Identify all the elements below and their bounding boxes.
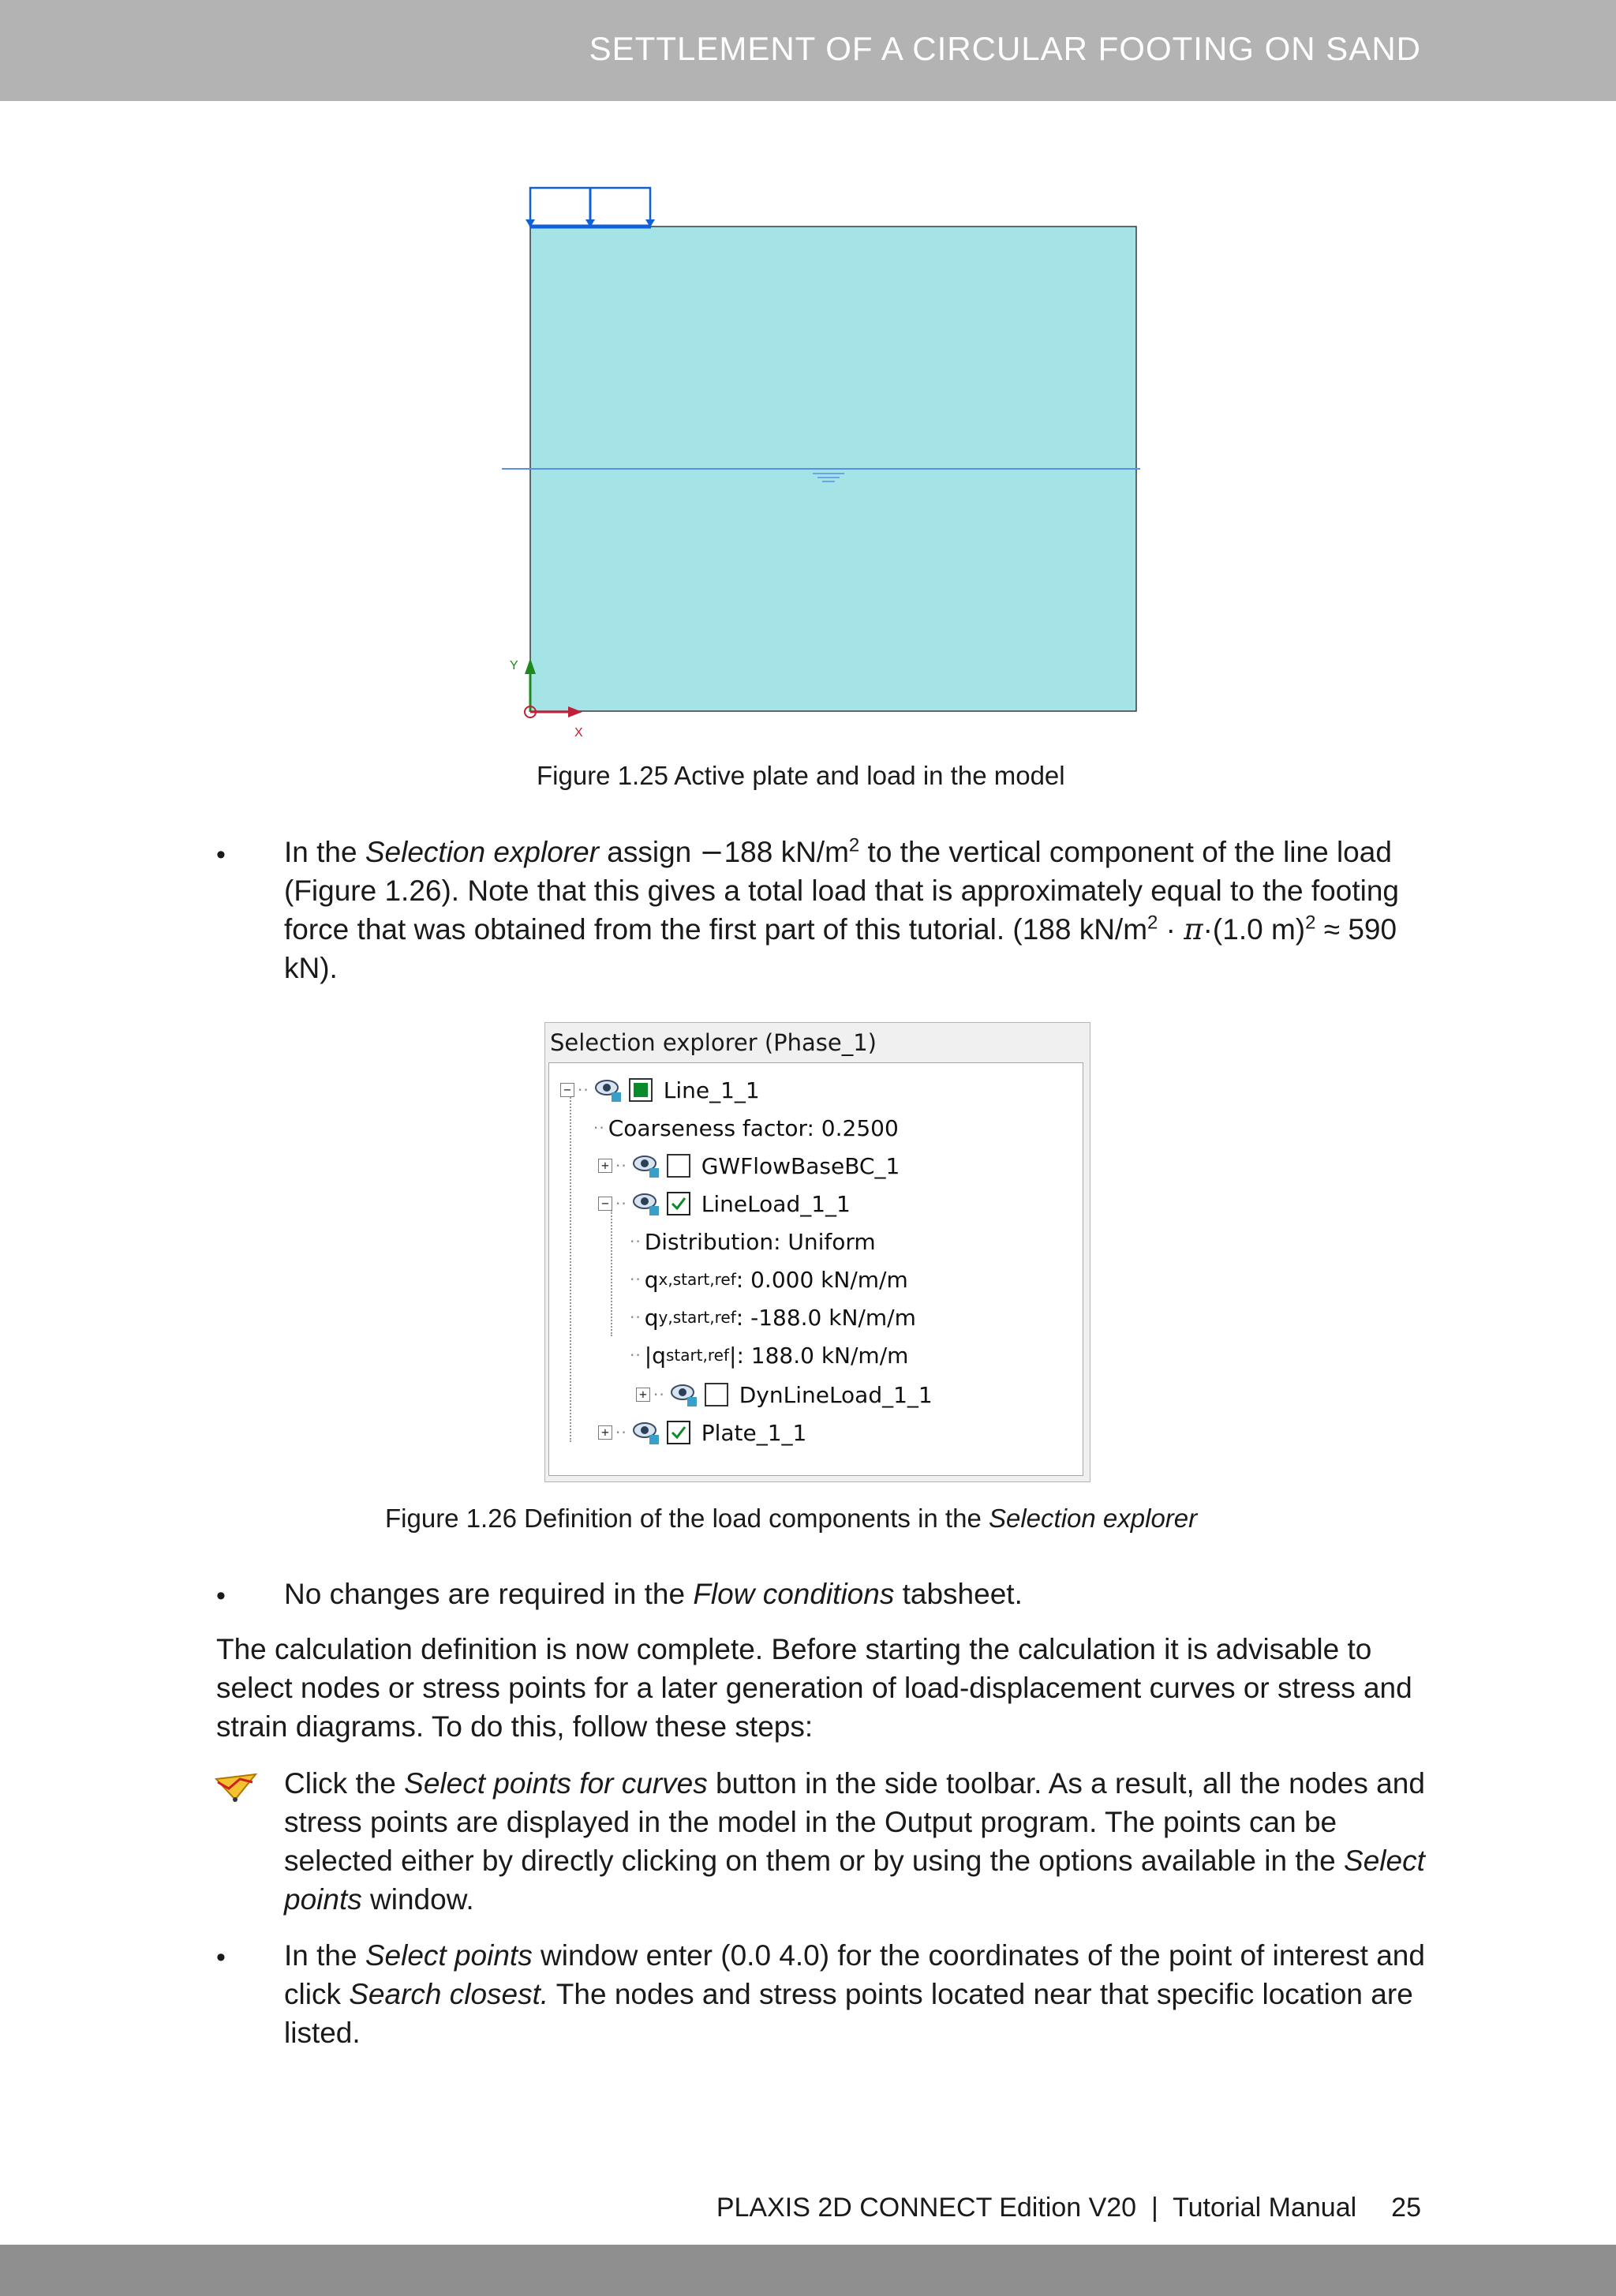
tree-row-distribution: ·· Distribution: Uniform <box>630 1228 876 1255</box>
paragraph-calc-definition: The calculation definition is now complete. Before starting the calculation it is advisable to select nodes or stress points for a later generation of load-displacement curves or stress and strain diagrams. To do this, follow these steps: <box>216 1633 1412 1743</box>
figure-1-26-caption: Figure 1.26 Definition of the load components in the Selection explorer <box>385 1504 1198 1533</box>
tree-row-line[interactable]: − ·· Line_1_1 <box>560 1073 760 1107</box>
eye-icon[interactable] <box>630 1152 662 1179</box>
tree-label-lineload: LineLoad_1_1 <box>701 1190 851 1217</box>
bullet-flow-conditions-text: No changes are required in the Flow conditions tabsheet. <box>284 1578 1023 1610</box>
qy-value[interactable]: : -188.0 kN/m/m <box>735 1304 916 1331</box>
collapse-toggle-icon[interactable]: − <box>598 1197 612 1211</box>
figure-1-25-caption: Figure 1.25 Active plate and load in the model <box>537 761 1065 790</box>
tree-row-qy[interactable]: ·· q y,start,ref : -188.0 kN/m/m <box>630 1304 916 1331</box>
tree-label-line: Line_1_1 <box>663 1077 760 1103</box>
visibility-checkbox[interactable] <box>629 1078 653 1102</box>
y-axis-label: Y <box>510 659 518 672</box>
tree-label-plate: Plate_1_1 <box>701 1419 807 1446</box>
select-points-curve-icon <box>213 1771 260 1803</box>
eye-icon[interactable] <box>630 1190 662 1217</box>
page-number: 25 <box>1391 2193 1421 2223</box>
selection-explorer-title: Selection explorer (Phase_1) <box>550 1029 877 1056</box>
selection-explorer-window <box>544 1022 1090 1482</box>
expand-toggle-icon[interactable]: + <box>598 1425 612 1440</box>
page-header-title: SETTLEMENT OF A CIRCULAR FOOTING ON SAND <box>589 30 1421 67</box>
bullet-marker: • <box>216 1942 226 1972</box>
model-figure <box>497 182 1152 750</box>
bullet-assign-load-text: In the Selection explorer assign −188 $kN/m^2$ to the vertical component of the line load (Figure 1.26). Note that this gives a total load that is approximately equal to the footing force that was obtained from the first part of this tutorial. (188 $kN/m^2 \cdot \pi\cdot(1.0$ m)$^2$ ≈ 590 kN). <box>284 834 1399 984</box>
tree-row-plate[interactable]: + ·· Plate_1_1 <box>598 1415 806 1450</box>
tree-row-coarseness: ·· Coarseness factor: 0.2500 <box>593 1114 899 1141</box>
x-axis-label: X <box>574 726 583 740</box>
tree-row-gwflow[interactable]: + ·· GWFlowBaseBC_1 <box>598 1148 900 1183</box>
expand-toggle-icon[interactable]: + <box>636 1388 650 1402</box>
footer-title: PLAXIS 2D CONNECT Edition V20 | Tutorial Manual <box>716 2193 1357 2223</box>
tree-row-qabs: ·· |q start,ref |: 188.0 kN/m/m <box>630 1342 909 1369</box>
tree-label-gwflow: GWFlowBaseBC_1 <box>701 1152 900 1179</box>
checkmark-icon <box>670 1424 687 1441</box>
header-band <box>0 0 1616 101</box>
tree-row-qx[interactable]: ·· q x,start,ref : 0.000 kN/m/m <box>630 1266 908 1293</box>
qabs-value: |: 188.0 kN/m/m <box>729 1342 909 1369</box>
eye-icon[interactable] <box>593 1077 624 1103</box>
eye-icon[interactable] <box>668 1381 700 1408</box>
eye-icon[interactable] <box>630 1419 662 1446</box>
bullet-select-points-text: In the Select points window enter (0.0 4.0) for the coordinates of the point of interest and click Search closest. The nodes and stress points located near that specific location are listed. <box>284 1939 1425 2049</box>
tree-label-dynlineload: DynLineLoad_1_1 <box>739 1381 933 1408</box>
tree-row-lineload[interactable]: − ·· LineLoad_1_1 <box>598 1186 851 1221</box>
checkmark-icon <box>670 1195 687 1212</box>
footer-band <box>0 2245 1616 2296</box>
activation-checkbox-checked[interactable] <box>667 1421 690 1444</box>
tree-label-distribution: Distribution: Uniform <box>644 1228 876 1255</box>
collapse-toggle-icon[interactable]: − <box>560 1083 574 1097</box>
bullet-marker: • <box>216 840 226 870</box>
selection-explorer-tree <box>548 1062 1083 1476</box>
qx-value[interactable]: : 0.000 kN/m/m <box>735 1266 908 1293</box>
tree-label-coarseness: Coarseness factor: 0.2500 <box>608 1114 899 1141</box>
activation-checkbox[interactable] <box>667 1154 690 1178</box>
step-select-points-text: Click the Select points for curves button in the side toolbar. As a result, all the nodes and stress points are displayed in the model in the Output program. The points can be selected either by directly clicking on them or by using the options available in the Select points window. <box>284 1767 1425 1916</box>
activation-checkbox[interactable] <box>705 1383 728 1406</box>
tree-row-dynlineload[interactable]: + ·· DynLineLoad_1_1 <box>636 1377 933 1412</box>
expand-toggle-icon[interactable]: + <box>598 1159 612 1173</box>
page-footer <box>716 2193 1421 2223</box>
bullet-marker: • <box>216 1581 226 1611</box>
activation-checkbox-checked[interactable] <box>667 1192 690 1215</box>
